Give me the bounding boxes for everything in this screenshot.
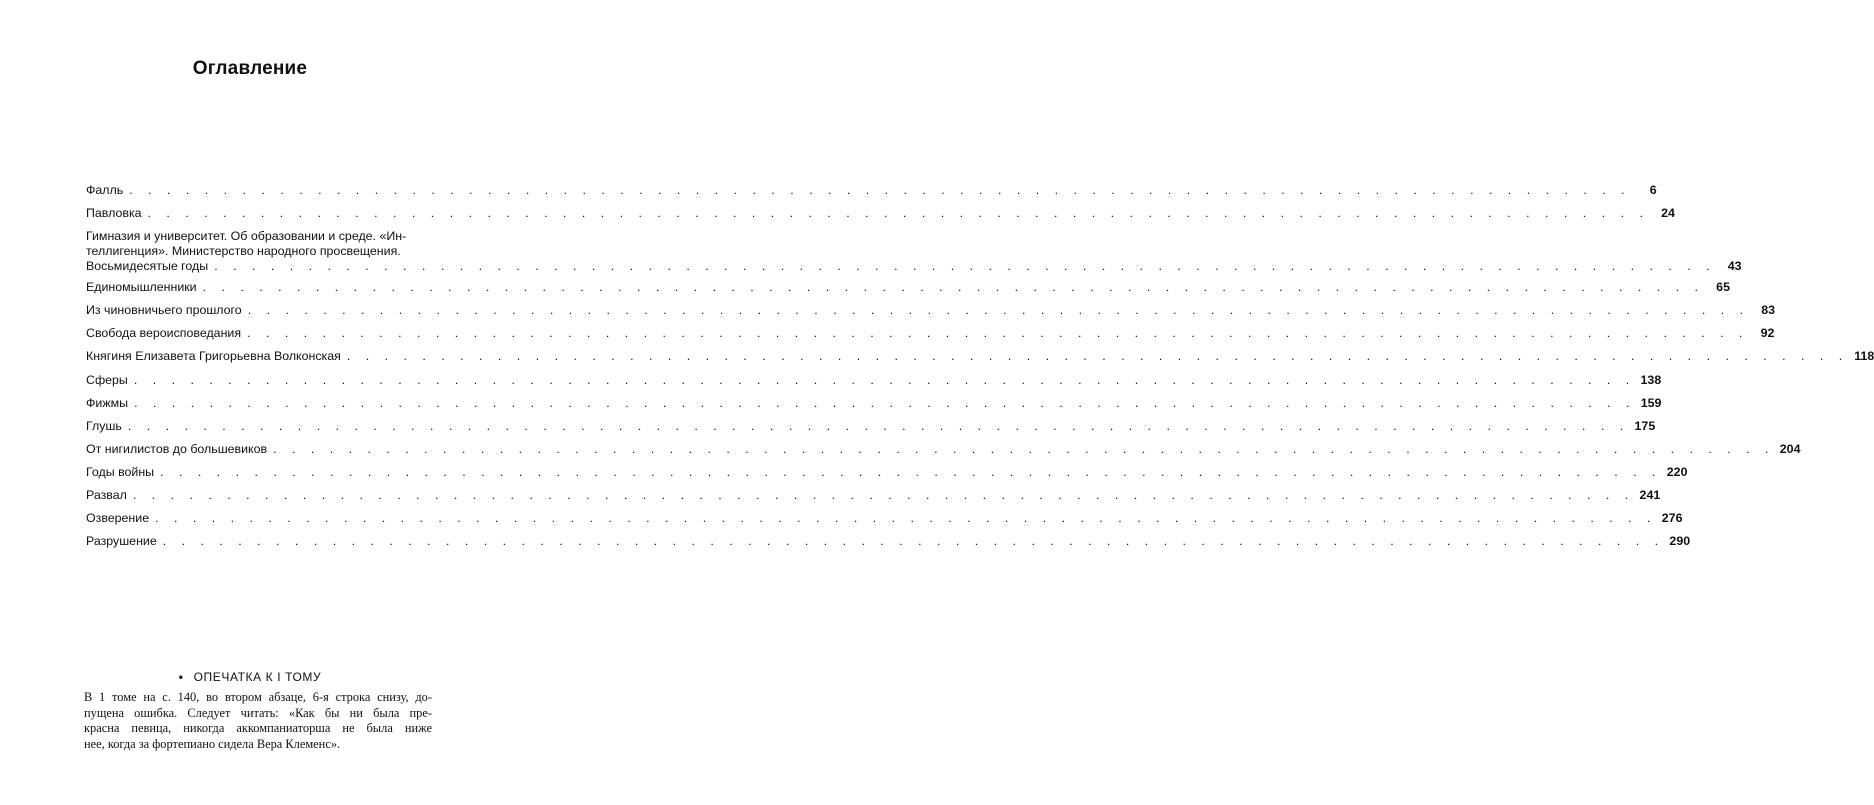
toc-page-number: 175: [1634, 418, 1656, 433]
toc-entry-title: Озверение: [86, 511, 150, 526]
toc-entry: [86, 229, 1742, 274]
toc-entry-row: [86, 372, 1662, 388]
toc-entry-row: [86, 511, 1683, 526]
toc-entry: [86, 395, 1662, 411]
dot-leader: . . . . . . . . . . . . . . . . . . . . . . . . . . . . . . . . . . . . . . . . . . . . . . . . . . . . . . . . . . . . . . . . . . . . . . . . . . . . . . . .: [132, 488, 1635, 503]
errata-text: [84, 690, 432, 752]
toc-entry-title: Из чиновничьего прошлого: [86, 303, 242, 318]
toc-page-number: 290: [1669, 534, 1691, 549]
dot-leader: . . . . . . . . . . . . . . . . . . . . . . . . . . . . . . . . . . . . . . . . . . . . . . . . . . . . . . . . . . . . . . . . . . . . . . . . . . . . . . . .: [346, 349, 1849, 364]
toc-entry: [86, 488, 1661, 503]
page-title: Оглавление: [192, 58, 308, 79]
toc-page-number: 83: [1761, 303, 1776, 318]
toc-entry-row: [86, 488, 1661, 503]
toc-entry-row: [86, 349, 1874, 364]
dot-leader: . . . . . . . . . . . . . . . . . . . . . . . . . . . . . . . . . . . . . . . . . . . . . . . . . . . . . . . . . . . . . . . . . . . . . . . . . . . . . . . .: [202, 280, 1704, 295]
toc-entry: [86, 280, 1730, 295]
toc-entry: [86, 464, 1688, 480]
dot-leader: . . . . . . . . . . . . . . . . . . . . . . . . . . . . . . . . . . . . . . . . . . . . . . . . . . . . . . . . . . . . . . . . . . . . . . . . . . . . . . . .: [129, 183, 1631, 197]
toc-entry-row: [86, 303, 1776, 318]
bullet-mark: •: [178, 670, 184, 684]
toc-page-number: 220: [1666, 464, 1688, 479]
toc-entry-row: [86, 326, 1775, 341]
toc-entry: [86, 372, 1662, 388]
toc-entry: [86, 534, 1691, 549]
toc-entry-row: [86, 280, 1730, 295]
toc-entry-title: Единомышленники: [86, 280, 197, 295]
toc-page-number: 65: [1716, 280, 1730, 295]
toc-page-number: 118: [1854, 349, 1874, 364]
toc-page-number: 24: [1661, 206, 1675, 221]
dot-leader: . . . . . . . . . . . . . . . . . . . . . . . . . . . . . . . . . . . . . . . . . . . . . . . . . . . . . . . . . . . . . . . . . . . . . . . . . . . . . . . .: [127, 418, 1630, 433]
toc-entry-title: Разрушение: [86, 534, 157, 549]
toc-entry-row: [86, 206, 1675, 221]
dot-leader: . . . . . . . . . . . . . . . . . . . . . . . . . . . . . . . . . . . . . . . . . . . . . . . . . . . . . . . . . . . . . . . . . . . . . . . . . . . . . . . .: [134, 395, 1636, 410]
toc-entry: [86, 441, 1801, 457]
toc-entry: [86, 183, 1657, 198]
toc-entry-row: [86, 183, 1657, 198]
dot-leader: . . . . . . . . . . . . . . . . . . . . . . . . . . . . . . . . . . . . . . . . . . . . . . . . . . . . . . . . . . . . . . . . . . . . . . . . . . . . . . . .: [160, 464, 1662, 479]
toc-entry-row: [86, 395, 1662, 411]
dot-leader: . . . . . . . . . . . . . . . . . . . . . . . . . . . . . . . . . . . . . . . . . . . . . . . . . . . . . . . . . . . . . . . . . . . . . . . . . . . . . . . .: [247, 326, 1749, 341]
toc-entry: [86, 349, 1874, 364]
toc-entry-title: Княгиня Елизавета Григорьевна Волконская: [86, 349, 341, 364]
toc-entry: [86, 511, 1683, 526]
dot-leader: . . . . . . . . . . . . . . . . . . . . . . . . . . . . . . . . . . . . . . . . . . . . . . . . . . . . . . . . . . . . . . . . . . . . . . . . . . . . . . . .: [147, 206, 1649, 221]
toc-page-number: 138: [1640, 372, 1662, 387]
dot-leader: . . . . . . . . . . . . . . . . . . . . . . . . . . . . . . . . . . . . . . . . . . . . . . . . . . . . . . . . . . . . . . . . . . . . . . . . . . . . . . . .: [214, 259, 1716, 274]
toc-entry-title-line: теллигенция». Министерство народного просвещения.: [86, 244, 401, 259]
errata-line: красна певица, никогда аккомпаниаторша не была ниже: [84, 721, 432, 735]
toc-page-number: 276: [1661, 511, 1683, 526]
toc-entry-title: Глушь: [86, 418, 122, 433]
toc-entry-row: [86, 418, 1656, 434]
toc-entry-title: Годы войны: [86, 464, 155, 479]
toc-page-number: 43: [1727, 259, 1742, 274]
toc-entry: [86, 418, 1656, 434]
toc-page-number: 159: [1640, 395, 1662, 410]
dot-leader: . . . . . . . . . . . . . . . . . . . . . . . . . . . . . . . . . . . . . . . . . . . . . . . . . . . . . . . . . . . . . . . . . . . . . . . . . . . . . . . .: [155, 511, 1657, 526]
errata-line: пущена ошибка. Следует читать: «Как бы ни была пре-: [84, 705, 432, 720]
toc-entry-title: Восьмидесятые годы: [86, 259, 209, 274]
toc-entry: [86, 303, 1776, 318]
toc-entry-title: Свобода вероисповедания: [86, 326, 242, 341]
toc-entry-title: Фижмы: [86, 395, 129, 410]
toc-entry: [86, 206, 1675, 221]
toc-entry-title: Павловка: [86, 206, 142, 221]
toc-entry-title: Фалль: [86, 183, 124, 197]
dot-leader: . . . . . . . . . . . . . . . . . . . . . . . . . . . . . . . . . . . . . . . . . . . . . . . . . . . . . . . . . . . . . . . . . . . . . . . . . . . . . . . .: [133, 372, 1636, 387]
errata-line: нее, когда за фортепиано сидела Вера Клеменс».: [84, 736, 341, 751]
table-of-contents: [86, 183, 1874, 557]
toc-page-number: 92: [1760, 326, 1775, 341]
dot-leader: . . . . . . . . . . . . . . . . . . . . . . . . . . . . . . . . . . . . . . . . . . . . . . . . . . . . . . . . . . . . . . . . . . . . . . . . . . . . . . . .: [273, 441, 1775, 456]
toc-entry-row: [86, 464, 1688, 480]
errata-heading-text: ОПЕЧАТКА К I ТОМУ: [193, 670, 322, 684]
errata-line: В 1 томе на с. 140, во втором абзаце, 6-я строка снизу, до-: [84, 690, 432, 704]
toc-page-number: 204: [1779, 441, 1801, 456]
toc-entry-title: От нигилистов до большевиков: [86, 441, 268, 456]
toc-entry-title-line: Гимназия и университет. Об образовании и среде. «Ин-: [86, 229, 407, 244]
errata-heading: [0, 670, 500, 684]
toc-entry-title: Развал: [86, 488, 127, 503]
dot-leader: . . . . . . . . . . . . . . . . . . . . . . . . . . . . . . . . . . . . . . . . . . . . . . . . . . . . . . . . . . . . . . . . . . . . . . . . . . . . . . . .: [162, 534, 1665, 549]
toc-page-number: 6: [1649, 183, 1657, 197]
toc-page-number: 241: [1639, 488, 1661, 503]
toc-entry-row: [86, 259, 1742, 274]
toc-entry: [86, 326, 1775, 341]
toc-entry-title: Сферы: [86, 372, 128, 387]
dot-leader: . . . . . . . . . . . . . . . . . . . . . . . . . . . . . . . . . . . . . . . . . . . . . . . . . . . . . . . . . . . . . . . . . . . . . . . . . . . . . . . .: [247, 303, 1750, 318]
toc-entry-row: [86, 534, 1691, 549]
toc-entry-row: [86, 441, 1801, 457]
